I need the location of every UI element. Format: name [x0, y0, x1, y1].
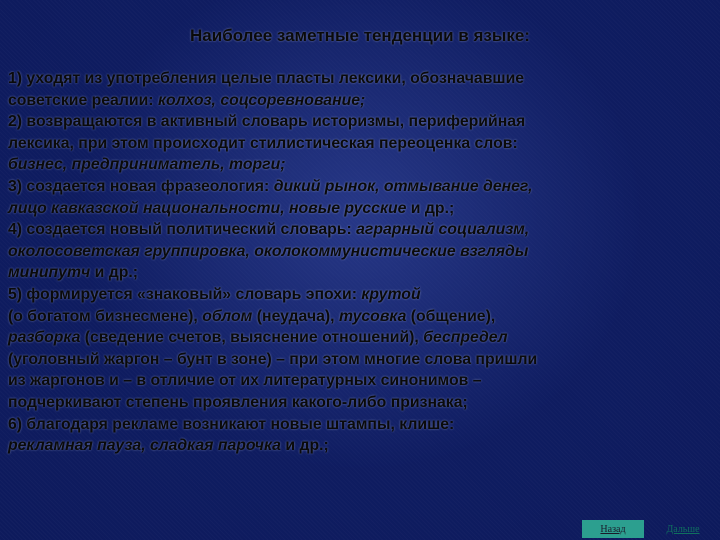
slide-title: Наиболее заметные тенденции в языке: [190, 26, 530, 45]
body-text: 3) создается новая фразеология: [8, 177, 274, 195]
text-line [8, 392, 720, 414]
example-text: облом [202, 307, 253, 325]
text-line [8, 90, 720, 112]
example-text: рекламная пауза, сладкая парочка [8, 437, 281, 455]
body-text: 4) создается новый политический словарь: [8, 221, 357, 239]
text-line [8, 154, 720, 176]
back-button[interactable]: Назад [582, 520, 644, 538]
text-line [8, 176, 720, 198]
text-line [8, 262, 720, 284]
example-text: лицо кавказской национальности, новые русские [8, 199, 407, 217]
body-text: 5) формируется «знаковый» словарь эпохи: [8, 285, 362, 303]
body-text: и др.; [280, 437, 329, 455]
example-text: дикий рынок, отмывание денег, [273, 177, 533, 195]
text-line [8, 370, 720, 392]
body-text: (о богатом бизнесмене), [8, 307, 203, 325]
text-line [8, 306, 720, 328]
body-text: (неудача), [252, 307, 339, 325]
text-line [8, 198, 720, 220]
text-line [8, 349, 720, 371]
example-text: бизнес, предприниматель, торги; [8, 156, 286, 174]
text-line [8, 111, 720, 133]
body-text: 2) возвращаются в активный словарь историзмы, периферийная [8, 113, 526, 131]
body-text: 6) благодаря рекламе возникают новые штампы, клише: [8, 415, 455, 433]
example-text: беспредел [423, 329, 508, 347]
example-text: колхоз, соцсоревнование; [157, 91, 366, 109]
slide-body [8, 68, 720, 457]
example-text: крутой [361, 285, 421, 303]
text-line [8, 414, 720, 436]
body-text: и др.; [406, 199, 455, 217]
text-line [8, 435, 720, 457]
body-text: и др.; [90, 264, 139, 282]
example-text: тусовка [338, 307, 407, 325]
text-line [8, 241, 720, 263]
text-line [8, 219, 720, 241]
body-text: советские реалии: [8, 91, 158, 109]
body-text: лексика, при этом происходит стилистическая переоценка слов: [8, 134, 518, 152]
example-text: минипутч [8, 264, 91, 282]
body-text: из жаргонов и – в отличие от их литературных синонимов – [8, 372, 482, 390]
text-line [8, 133, 720, 155]
example-text: аграрный социализм, [356, 221, 530, 239]
body-text: (общение), [406, 307, 496, 325]
next-button[interactable]: Дальше [666, 523, 700, 535]
example-text: околосоветская группировка, околокоммунистические взгляды [8, 242, 529, 260]
example-text: разборка [8, 329, 81, 347]
body-text: (уголовный жаргон – бунт в зоне) – при этом многие слова пришли [8, 350, 538, 368]
body-text: (сведение счетов, выяснение отношений), [80, 329, 424, 347]
body-text: 1) уходят из употребления целые пласты лексики, обозначавшие [8, 70, 525, 87]
text-line [8, 68, 720, 90]
body-text: подчеркивают степень проявления какого-либо признака; [8, 393, 468, 411]
text-line [8, 284, 720, 306]
text-line [8, 327, 720, 349]
